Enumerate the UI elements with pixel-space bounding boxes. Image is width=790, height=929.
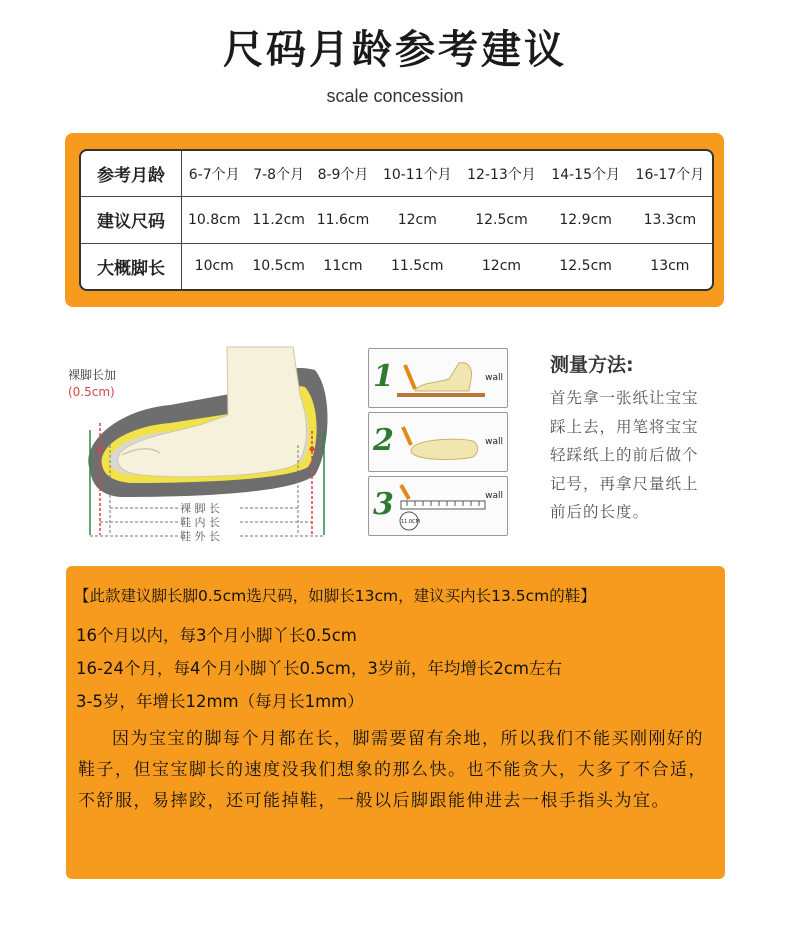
method-line: 前后的长度。: [550, 503, 650, 521]
method-line: 记号，再拿尺量纸上: [550, 474, 699, 493]
legend-outer-length: 鞋 外 长: [180, 530, 220, 543]
row-header: 参考月龄: [81, 151, 182, 197]
table-cell: 10.5cm: [246, 243, 310, 289]
method-line: 轻踩纸上的前后做个: [550, 446, 699, 464]
step-1-box: [368, 348, 508, 408]
step-number: 2: [373, 423, 394, 458]
extra-length-label: 裸脚长加: [68, 368, 117, 382]
legend-inner-length: 鞋 内 长: [180, 516, 220, 529]
growth-note-2: 16-24个月，每4个月小脚丫长0.5cm，3岁前，年均增长2cm左右: [76, 659, 562, 678]
advice-paragraph: 因为宝宝的脚每个月都在长，脚需要留有余地，所以我们不能买刚刚好的鞋子，但宝宝脚长的速度没我们想象的那么快。也不能贪大，大多了不合适，不舒服，易摔跤，还可能掉鞋，一般以后脚跟能伸进去一根手指头为宜。: [78, 729, 707, 811]
legend-foot-length: 裸 脚 长: [180, 502, 220, 515]
shoe-diagram: [60, 335, 350, 550]
size-table-panel: [65, 133, 724, 307]
wall-label: wall: [485, 491, 503, 501]
page-title: 尺码月龄参考建议: [223, 27, 567, 73]
table-cell: 10.8cm: [182, 197, 247, 244]
step-3-box: [368, 476, 508, 536]
growth-notes-panel: [66, 566, 725, 879]
extra-length-value: (0.5cm): [68, 385, 115, 399]
growth-note-3: 3-5岁，年增长12mm（每月长1mm）: [76, 692, 364, 711]
row-header: 建议尺码: [81, 197, 182, 244]
table-cell: 12cm: [375, 197, 459, 244]
step-number: 3: [373, 487, 394, 522]
table-cell: 10cm: [182, 243, 247, 289]
method-instructions: [550, 384, 730, 527]
table-cell: 13.3cm: [628, 197, 712, 244]
foot-on-paper-icon: [397, 357, 487, 401]
size-advice: 【此款建议脚长脚0.5cm选尺码，如脚长13cm，建议买内长13.5cm的鞋】: [74, 587, 596, 605]
table-cell: 11cm: [311, 243, 375, 289]
table-cell: 11.5cm: [375, 243, 459, 289]
step-2-box: [368, 412, 508, 472]
ruler-readout: 11.0CM: [401, 519, 420, 525]
table-row-foot-length: [81, 243, 712, 289]
table-row-size: [81, 197, 712, 244]
row-header: 大概脚长: [81, 243, 182, 289]
table-cell: 12cm: [459, 243, 543, 289]
wall-label: wall: [485, 437, 503, 447]
method-title: 测量方法:: [550, 354, 634, 376]
table-cell: 6-7个月: [188, 166, 240, 183]
step-number: 1: [373, 359, 394, 394]
table-cell: 13cm: [628, 243, 712, 289]
table-cell: 7-8个月: [253, 166, 305, 183]
method-line: 踩上去，用笔将宝宝: [550, 417, 699, 436]
table-cell: 8-9个月: [317, 166, 369, 183]
table-cell: 11.6cm: [311, 197, 375, 244]
size-table: [79, 149, 714, 291]
table-cell: 11.2cm: [246, 197, 310, 244]
table-cell: 12.5cm: [544, 243, 628, 289]
page-subtitle: scale concession: [326, 86, 464, 106]
method-line: 首先拿一张纸让宝宝: [550, 389, 699, 407]
ruler-icon: [395, 483, 487, 531]
table-row-age: [81, 151, 712, 197]
foot-marking-icon: [397, 421, 487, 465]
wall-label: wall: [485, 373, 503, 383]
measurement-steps: [368, 345, 508, 540]
table-cell: 14-15个月: [551, 166, 620, 183]
table-cell: 12-13个月: [467, 166, 536, 183]
growth-note-1: 16个月以内，每3个月小脚丫长0.5cm: [76, 626, 357, 645]
table-cell: 12.9cm: [544, 197, 628, 244]
table-cell: 12.5cm: [459, 197, 543, 244]
table-cell: 16-17个月: [635, 166, 705, 183]
table-cell: 10-11个月: [382, 166, 452, 183]
